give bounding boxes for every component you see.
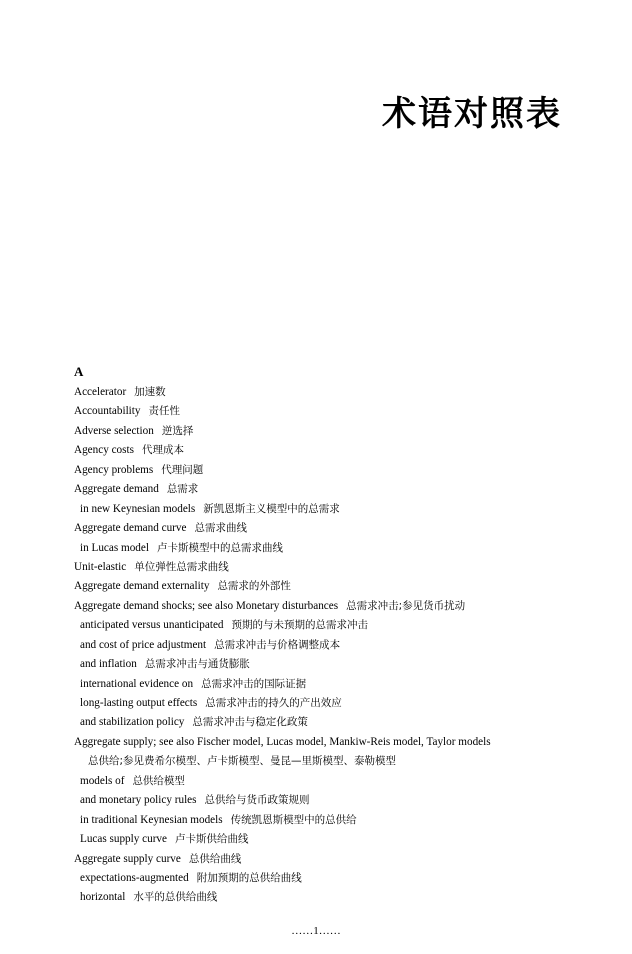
entry-chinese-term: 预期的与未预期的总需求冲击 [231, 619, 369, 632]
glossary-entry [74, 733, 574, 752]
entry-chinese-term: 附加预期的总供给曲线 [196, 871, 302, 884]
entry-chinese-term: 总需求的外部性 [217, 580, 291, 593]
entry-chinese-term: 总需求冲击;参见货币扰动 [346, 599, 466, 612]
entry-english-term: and stabilization policy [80, 716, 185, 729]
glossary-entry [74, 811, 574, 830]
entry-chinese-term: 总供给;参见费希尔模型、卢卡斯模型、曼昆—里斯模型、泰勒模型 [88, 755, 397, 768]
entry-chinese-term: 总需求冲击的国际证据 [201, 677, 307, 690]
entry-english-term: horizontal [80, 891, 126, 904]
entry-chinese-term: 代理问题 [161, 463, 204, 476]
glossary-entry [74, 383, 574, 402]
entry-english-term: Accelerator [74, 386, 127, 398]
entry-english-term: anticipated versus unanticipated [80, 619, 224, 632]
glossary-entry [74, 791, 574, 810]
glossary-entry [74, 675, 574, 694]
glossary-entry [74, 772, 574, 791]
entry-english-term: Agency problems [74, 463, 154, 476]
entry-chinese-term: 加速数 [134, 386, 166, 398]
entry-english-term: Accountability [74, 405, 141, 418]
entry-english-term: international evidence on [80, 677, 194, 690]
glossary-entry [74, 519, 574, 538]
glossary-entry [74, 441, 574, 460]
entry-chinese-term: 总供给曲线 [188, 852, 242, 865]
entry-english-term: in traditional Keynesian models [80, 813, 223, 826]
glossary-entry [74, 869, 574, 888]
glossary-entry [74, 461, 574, 480]
glossary-entry [74, 577, 574, 596]
entry-chinese-term: 总需求 [166, 483, 199, 496]
entry-english-term: Unit-elastic [74, 560, 127, 573]
entry-chinese-term: 总需求冲击与稳定化政策 [192, 716, 308, 729]
entry-chinese-term: 代理成本 [141, 444, 184, 457]
glossary-entry [74, 539, 574, 558]
entry-chinese-term: 责任性 [148, 405, 180, 418]
glossary-entry [74, 558, 574, 577]
glossary-entry [74, 597, 574, 616]
entry-english-term: in Lucas model [80, 541, 149, 554]
entry-english-term: models of [80, 774, 125, 787]
entry-chinese-term: 新凯恩斯主义模型中的总需求 [203, 502, 340, 515]
glossary-entry [74, 636, 574, 655]
entry-chinese-term: 总需求冲击的持久的产出效应 [205, 697, 342, 709]
glossary-entry [74, 888, 574, 907]
entry-english-term: and cost of price adjustment [80, 638, 207, 651]
glossary-entry [74, 850, 574, 869]
entry-chinese-term: 单位弹性总需求曲线 [134, 560, 229, 573]
glossary-entry [74, 480, 574, 499]
entry-english-term: Adverse selection [74, 424, 154, 437]
entry-chinese-term: 总供给模型 [132, 774, 185, 787]
entry-english-term: Aggregate demand curve [74, 522, 187, 535]
entry-english-term: expectations-augmented [80, 871, 189, 884]
glossary-entry [74, 830, 574, 849]
glossary-entry [74, 422, 574, 441]
entry-english-term: Aggregate demand externality [74, 580, 210, 593]
glossary-entry [74, 500, 574, 519]
entry-chinese-term: 总需求冲击与通货膨胀 [144, 658, 250, 671]
entry-chinese-term: 水平的总供给曲线 [133, 891, 218, 904]
entry-english-term: in new Keynesian models [80, 502, 196, 515]
entry-english-term: Lucas supply curve [80, 833, 167, 846]
glossary-entry [74, 616, 574, 635]
entry-chinese-term: 逆选择 [161, 424, 194, 437]
entry-english-term: Aggregate demand [74, 483, 159, 496]
entry-chinese-term: 传统凯恩斯模型中的总供给 [230, 813, 357, 826]
entry-english-term: Aggregate supply curve [74, 852, 181, 865]
glossary-list [74, 383, 574, 908]
glossary-entry [74, 694, 574, 713]
page-title: 术语对照表 [382, 94, 562, 134]
entry-english-term: Aggregate supply; see also Fischer model, Lucas model, Mankiw-Reis model, Taylor models [74, 735, 491, 748]
entry-chinese-term: 总供给与货币政策规则 [204, 794, 310, 807]
entry-english-term: Aggregate demand shocks; see also Monetary disturbances [74, 599, 339, 612]
page-number: ……1…… [291, 925, 341, 937]
section-letter: A [74, 364, 84, 379]
entry-english-term: Agency costs [74, 444, 134, 457]
entry-chinese-term: 卢卡斯模型中的总需求曲线 [156, 541, 283, 554]
entry-english-term: long-lasting output effects [80, 697, 198, 709]
glossary-entry [74, 752, 574, 771]
entry-chinese-term: 卢卡斯供给曲线 [175, 833, 249, 846]
entry-english-term: and monetary policy rules [80, 794, 197, 807]
entry-english-term: and inflation [80, 658, 137, 671]
entry-chinese-term: 总需求冲击与价格调整成本 [214, 638, 341, 651]
glossary-entry [74, 713, 574, 732]
glossary-entry [74, 402, 574, 421]
entry-chinese-term: 总需求曲线 [194, 522, 247, 535]
glossary-entry [74, 655, 574, 674]
